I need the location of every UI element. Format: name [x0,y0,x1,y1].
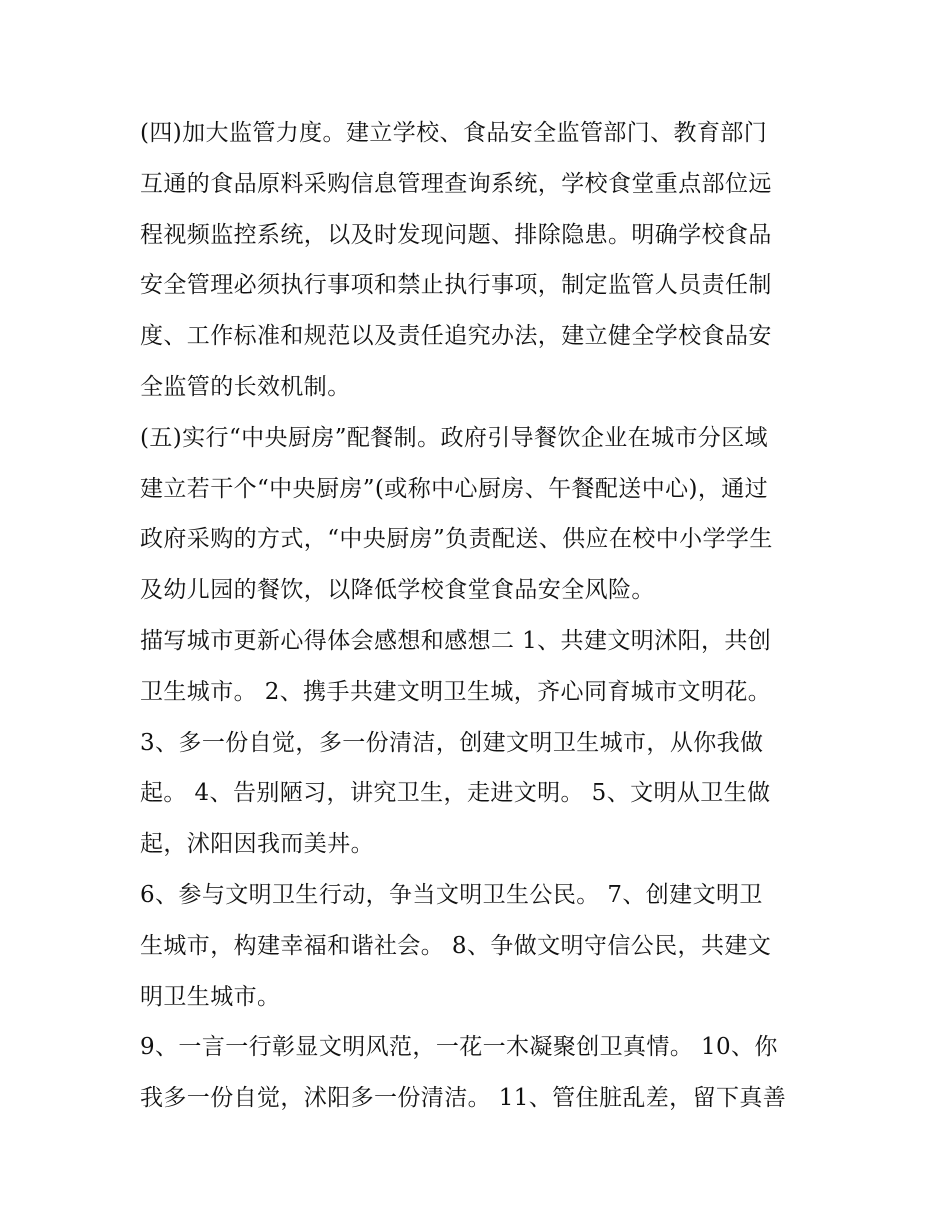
text-line: 描写城市更新心得体会感想和感想二 1、共建文明沭阳，共创 [140,627,772,654]
text-line: 互通的食品原料采购信息管理查询系统，学校食堂重点部位远 [140,170,772,197]
text-line: 及幼儿园的餐饮，以降低学校食堂食品安全风险。 [140,577,655,604]
text-line: 我多一份自觉，沭阳多一份清洁。 11、管住脏乱差，留下真善 [140,1085,787,1112]
text-line: 程视频监控系统，以及时发现问题、排除隐患。明确学校食品 [140,221,772,248]
paragraph-slogans-intro [140,616,820,870]
text-line: 度、工作标准和规范以及责任追究办法，建立健全学校食品安 [140,323,772,350]
paragraph-central-kitchen [140,413,820,616]
text-line: 9、一言一行彰显文明风范，一花一木凝聚创卫真情。 10、你 [140,1034,778,1061]
paragraph-supervision [140,108,820,413]
text-line: 起，沭阳因我而美丼。 [140,831,374,858]
text-line: 生城市，构建幸福和谐社会。 8、争做文明守信公民，共建文 [140,932,772,959]
paragraph-slogans-6-8 [140,870,820,1022]
text-line: (五)实行“中央厨房”配餐制。政府引导餐饮企业在城市分区域 [140,424,769,451]
document-body [140,108,820,1124]
text-line: 卫生城市。 2、携手共建文明卫生城，齐心同育城市文明花。 [140,678,772,705]
text-line: 3、多一份自觉，多一份清洁，创建文明卫生城市，从你我做 [140,729,764,756]
text-line: 明卫生城市。 [140,983,281,1010]
text-line: 起。 4、告别陋习，讲究卫生，走进文明。 5、文明从卫生做 [140,780,771,807]
text-line: 全监管的长效机制。 [140,373,351,400]
text-line: (四)加大监管力度。建立学校、食品安全监管部门、教育部门 [140,120,768,146]
text-line: 6、参与文明卫生行动，争当文明卫生公民。 7、创建文明卫 [140,881,763,908]
text-line: 政府采购的方式，“中央厨房”负责配送、供应在校中小学学生 [140,526,773,553]
text-line: 安全管理必须执行事项和禁止执行事项，制定监管人员责任制 [140,272,772,299]
text-line: 建立若干个“中央厨房”(或称中心厨房、午餐配送中心)，通过 [140,475,769,502]
paragraph-slogans-9-11 [140,1022,820,1124]
